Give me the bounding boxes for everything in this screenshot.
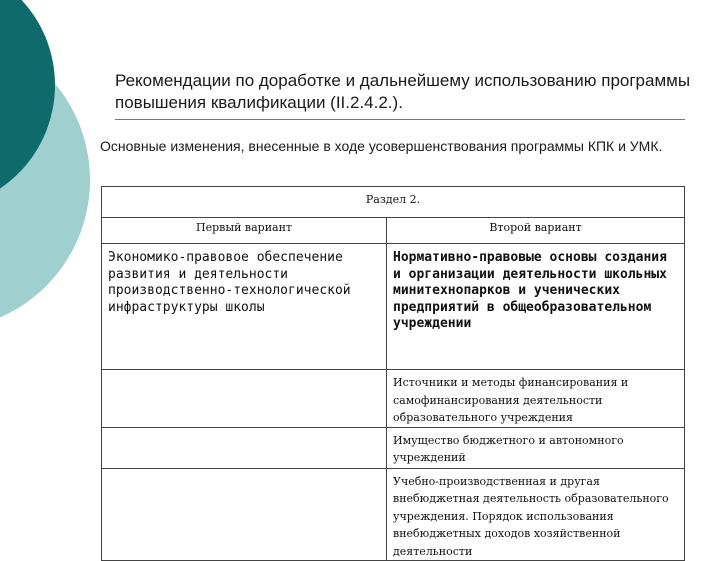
column-header-first-variant: Первый вариант bbox=[102, 218, 387, 244]
slide-subtitle: Основные изменения, внесенные в ходе усовершенствования программы КПК и УМК. bbox=[100, 138, 663, 154]
table-cell-empty bbox=[102, 370, 387, 428]
table-row bbox=[102, 468, 685, 561]
column-header-second-variant: Второй вариант bbox=[387, 218, 685, 244]
slide-title: Рекомендации по доработке и дальнейшему использованию программы повышения квалификации (II.2.4.2.). bbox=[115, 71, 691, 112]
table-cell-empty bbox=[102, 468, 387, 561]
table-cell: Учебно-производственная и другая внебюджетная деятельность образовательного учреждения. Порядок использования внебюджетных доходов хозяйственной деятельности bbox=[387, 468, 685, 561]
table-row bbox=[102, 187, 685, 218]
comparison-table bbox=[101, 186, 685, 561]
section-header: Раздел 2. bbox=[102, 187, 685, 218]
title-divider bbox=[115, 119, 685, 120]
table-row bbox=[102, 370, 685, 428]
table-cell: Имущество бюджетного и автономного учреждений bbox=[387, 427, 685, 468]
table-row bbox=[102, 427, 685, 468]
table-cell: Экономико-правовое обеспечение развития и деятельности производственно-технологической инфраструктуры школы bbox=[102, 244, 387, 370]
decorative-circles bbox=[0, 0, 100, 540]
table-cell: Нормативно-правовые основы создания и организации деятельности школьных минитехнопарков и ученических предприятий в общеобразовательном учреждении bbox=[387, 244, 685, 370]
table-cell-empty bbox=[102, 427, 387, 468]
table-row bbox=[102, 218, 685, 244]
table-cell: Источники и методы финансирования и самофинансирования деятельности образовательного учреждения bbox=[387, 370, 685, 428]
table-row bbox=[102, 244, 685, 370]
